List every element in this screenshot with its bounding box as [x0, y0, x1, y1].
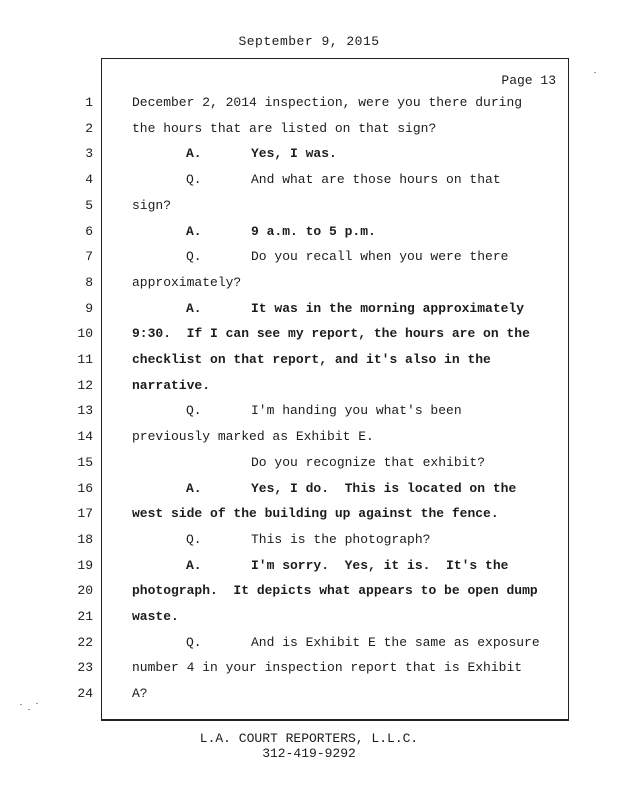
line-number: 22	[77, 634, 93, 650]
transcript-line	[0, 146, 618, 166]
transcript-line	[0, 609, 618, 629]
transcript-line	[0, 301, 618, 321]
scan-speck	[36, 703, 38, 704]
transcript-line	[0, 583, 618, 603]
line-text: narrative.	[132, 377, 211, 393]
line-text: A.	[186, 480, 202, 496]
line-number: 9	[85, 300, 93, 316]
line-text: Q.	[186, 634, 202, 650]
line-number: 21	[77, 609, 93, 624]
line-number: 4	[85, 172, 93, 188]
line-number: 14	[77, 429, 93, 445]
transcript-line	[0, 224, 618, 244]
line-text: west side of the building up against the fence.	[132, 506, 499, 522]
line-number: 1	[85, 95, 93, 110]
line-text: I'm handing you what's been	[251, 403, 462, 419]
scan-speck	[20, 704, 22, 705]
line-text: the hours that are listed on that sign?	[132, 120, 437, 136]
line-number: 7	[85, 249, 93, 265]
line-text: 9:30. If I can see my report, the hours are on the	[132, 326, 530, 342]
line-text: This is the photograph?	[251, 531, 431, 547]
line-number: 2	[85, 120, 93, 136]
line-text: A.	[186, 300, 202, 316]
transcript-line	[0, 121, 618, 141]
court-reporter-phone: 312-419-9292	[262, 746, 356, 761]
transcript-line	[0, 326, 618, 346]
line-text: A?	[132, 686, 148, 702]
line-text: photograph. It depicts what appears to be open dump	[132, 583, 538, 599]
line-text: Q.	[186, 531, 202, 547]
transcript-line	[0, 172, 618, 192]
scan-speck	[28, 709, 30, 710]
line-number: 8	[85, 274, 93, 290]
line-text: approximately?	[132, 274, 242, 290]
transcript-line	[0, 403, 618, 423]
transcript-date: September 9, 2015	[238, 34, 380, 49]
line-number: 19	[77, 557, 93, 573]
page-number: Page 13	[501, 73, 556, 88]
line-text: sign?	[132, 197, 172, 213]
line-number: 15	[77, 454, 93, 470]
transcript-line	[0, 378, 618, 398]
line-text: previously marked as Exhibit E.	[132, 429, 374, 445]
line-text: Do you recall when you were there	[251, 249, 509, 265]
line-text: Do you recognize that exhibit?	[251, 454, 486, 470]
transcript-line	[0, 660, 618, 680]
line-number: 11	[77, 352, 93, 367]
court-reporter-name: L.A. COURT REPORTERS, L.L.C.	[199, 731, 419, 746]
line-number: 20	[77, 583, 93, 599]
line-text: December 2, 2014 inspection, were you there during	[132, 95, 523, 110]
line-number: 12	[77, 377, 93, 393]
transcript-line	[0, 352, 618, 372]
scan-speck	[594, 72, 596, 73]
line-number: 10	[77, 326, 93, 342]
line-number: 18	[77, 531, 93, 547]
transcript-line	[0, 686, 618, 706]
line-text: 9 a.m. to 5 p.m.	[251, 223, 376, 239]
transcript-line	[0, 481, 618, 501]
line-number: 5	[85, 197, 93, 213]
line-number: 24	[77, 686, 93, 702]
line-text: A.	[186, 557, 202, 573]
transcript-line	[0, 429, 618, 449]
line-number: 6	[85, 223, 93, 239]
line-text: Q.	[186, 249, 202, 265]
line-text: Yes, I was.	[251, 146, 337, 162]
line-text: waste.	[132, 609, 179, 624]
line-text: And is Exhibit E the same as exposure	[251, 634, 540, 650]
line-text: checklist on that report, and it's also in the	[132, 352, 491, 367]
transcript-line	[0, 249, 618, 269]
line-number: 23	[77, 660, 93, 676]
line-text: Q.	[186, 403, 202, 419]
line-text: It was in the morning approximately	[251, 300, 525, 316]
line-text: A.	[186, 223, 202, 239]
line-text: A.	[186, 146, 202, 162]
line-number: 17	[77, 506, 93, 522]
transcript-line	[0, 635, 618, 655]
transcript-line	[0, 506, 618, 526]
transcript-line	[0, 198, 618, 218]
line-number: 13	[77, 403, 93, 419]
line-text: Q.	[186, 172, 202, 188]
line-number: 3	[85, 146, 93, 162]
transcript-line	[0, 532, 618, 552]
transcript-line	[0, 558, 618, 578]
transcript-line	[0, 95, 618, 115]
line-text: Yes, I do. This is located on the	[251, 480, 517, 496]
line-number: 16	[77, 480, 93, 496]
line-text: number 4 in your inspection report that is Exhibit	[132, 660, 523, 676]
line-text: I'm sorry. Yes, it is. It's the	[251, 557, 509, 573]
transcript-line	[0, 455, 618, 475]
transcript-line	[0, 275, 618, 295]
line-text: And what are those hours on that	[251, 172, 501, 188]
